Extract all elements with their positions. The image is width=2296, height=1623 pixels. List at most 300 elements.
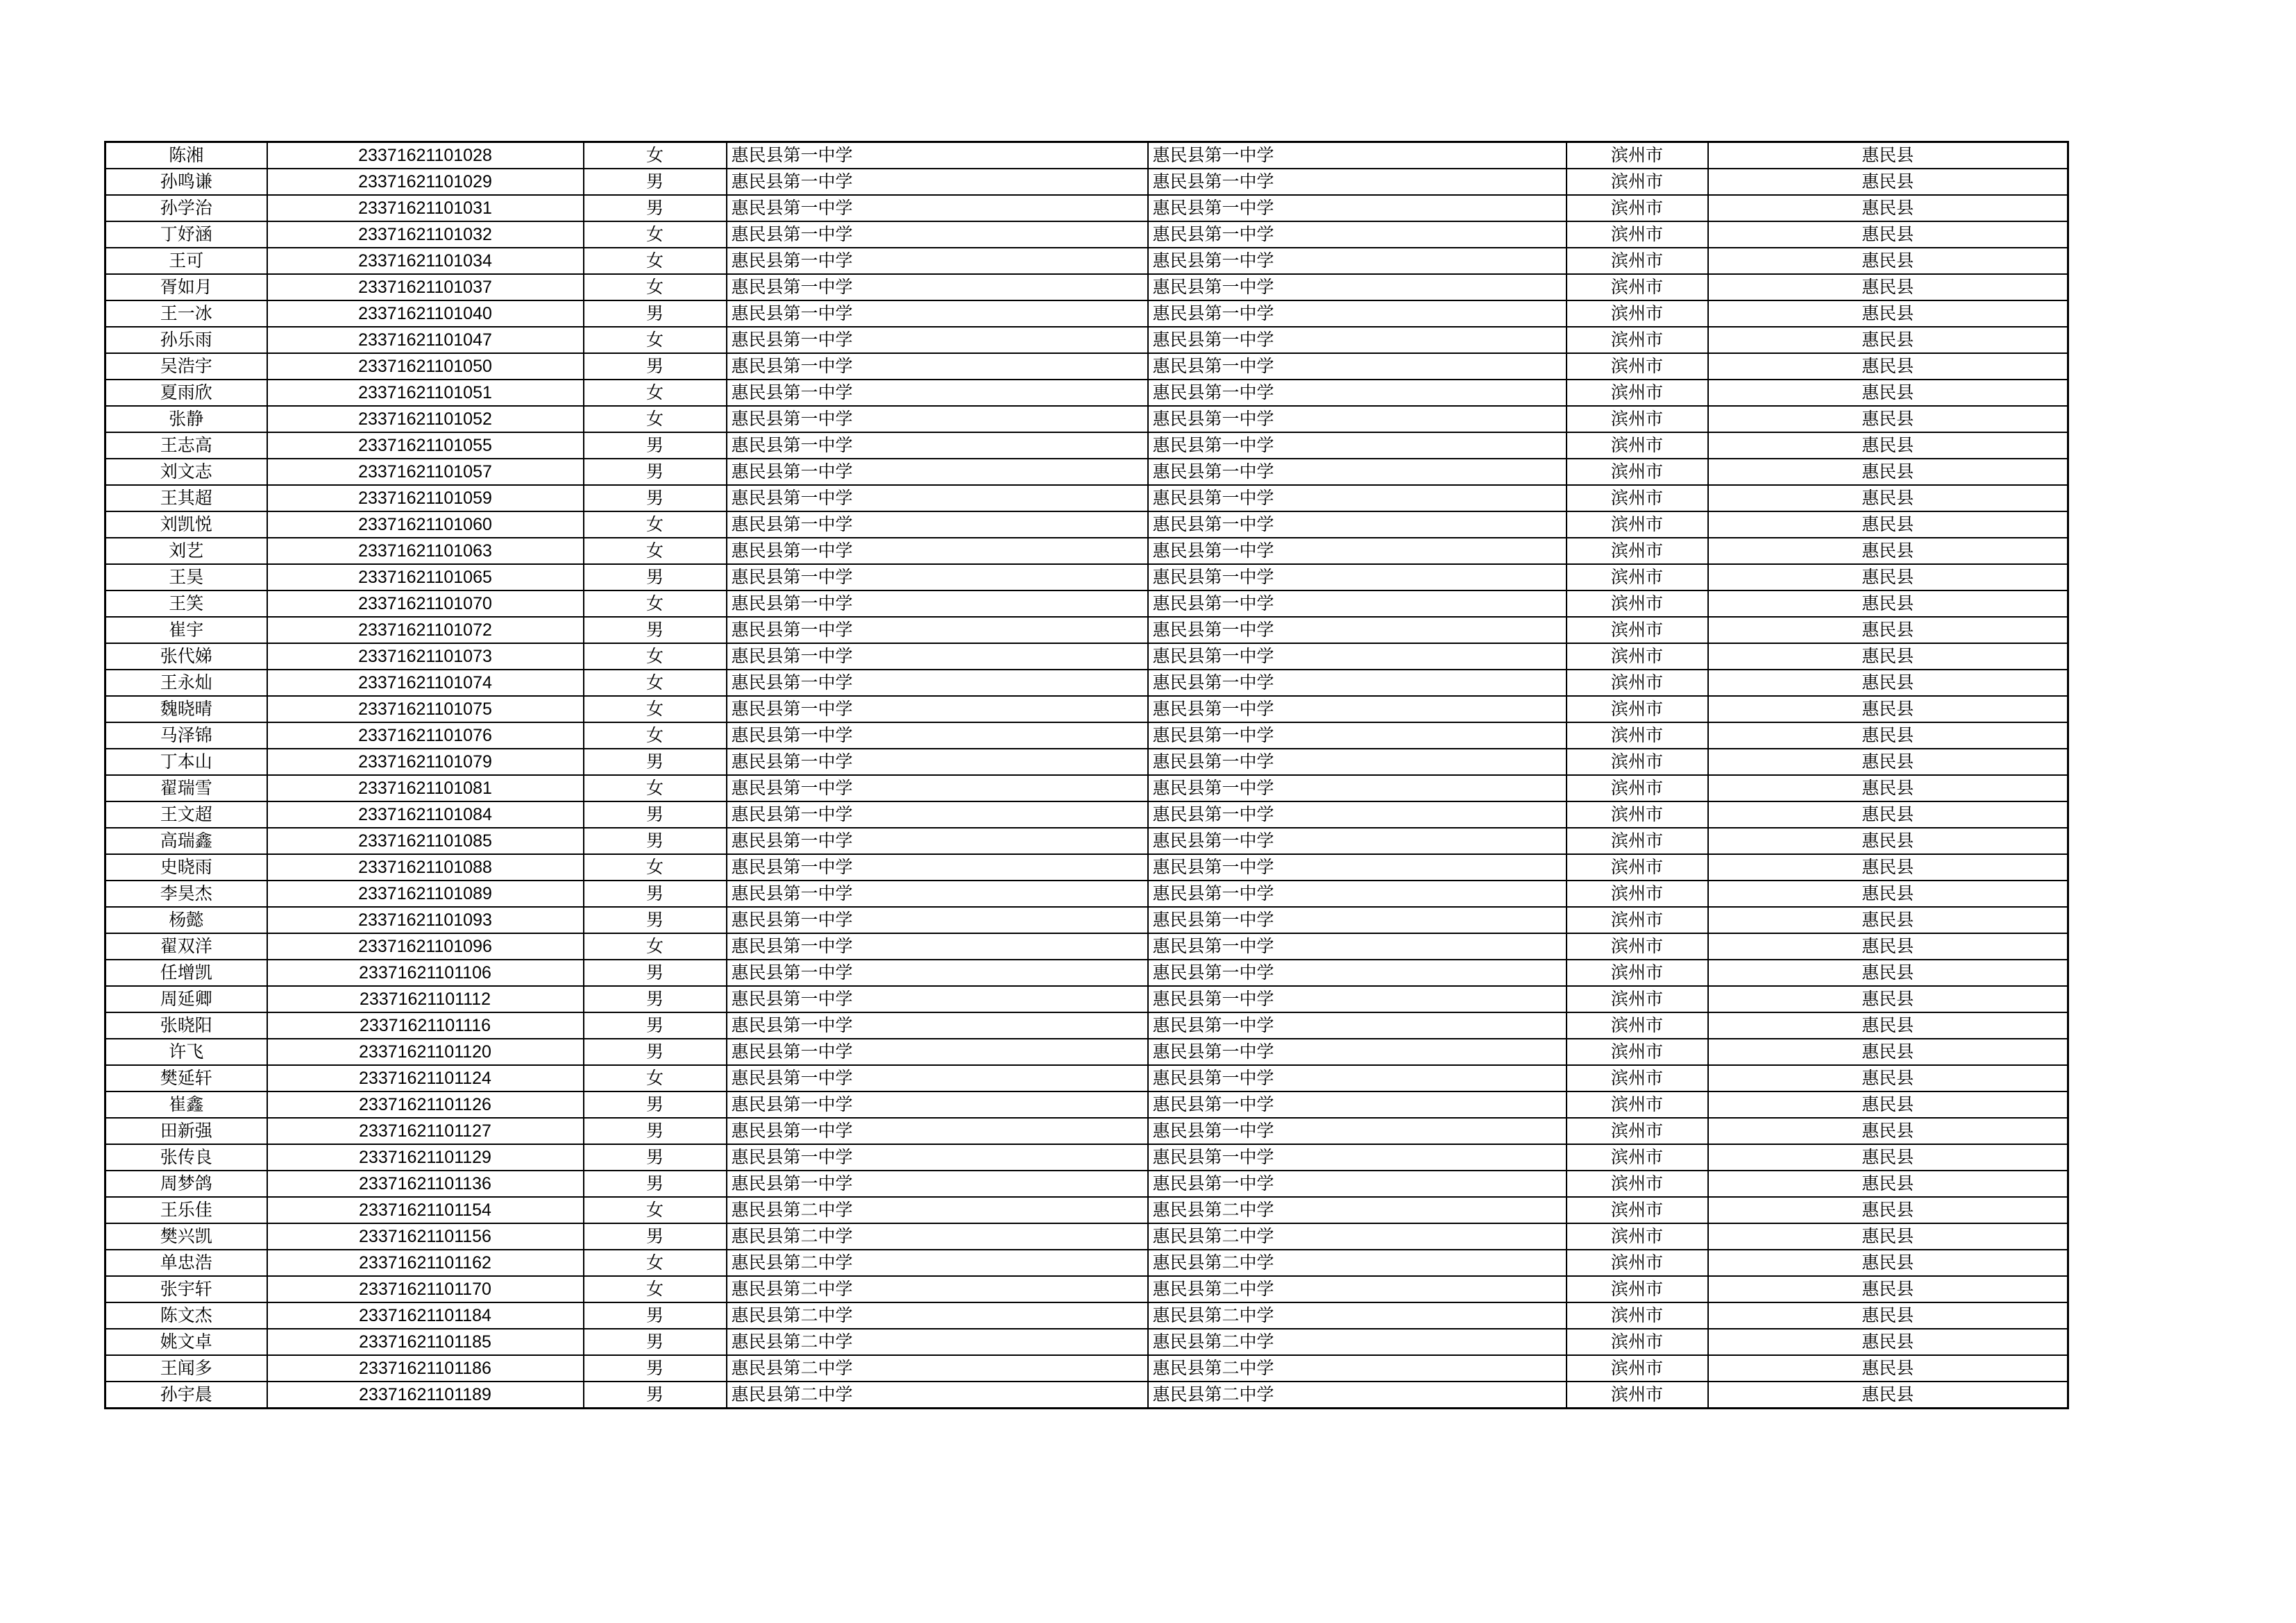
gender-cell: 男 [584, 1091, 727, 1118]
exam-site-cell: 惠民县第一中学 [1148, 1144, 1567, 1171]
county-cell: 惠民县 [1708, 590, 2068, 617]
city-cell: 滨州市 [1567, 670, 1708, 696]
exam-number-cell: 23371621101156 [267, 1223, 584, 1250]
exam-site-cell: 惠民县第一中学 [1148, 459, 1567, 485]
city-cell: 滨州市 [1567, 538, 1708, 564]
table-row [105, 828, 2068, 854]
exam-number-cell: 23371621101065 [267, 564, 584, 590]
county-cell: 惠民县 [1708, 1329, 2068, 1355]
city-cell: 滨州市 [1567, 1329, 1708, 1355]
school-cell: 惠民县第一中学 [727, 749, 1148, 775]
exam-site-cell: 惠民县第一中学 [1148, 327, 1567, 353]
name-cell: 王笑 [105, 590, 267, 617]
table-row [105, 670, 2068, 696]
county-cell: 惠民县 [1708, 248, 2068, 274]
gender-cell: 男 [584, 564, 727, 590]
gender-cell: 男 [584, 1039, 727, 1065]
school-cell: 惠民县第一中学 [727, 511, 1148, 538]
county-cell: 惠民县 [1708, 881, 2068, 907]
city-cell: 滨州市 [1567, 195, 1708, 221]
county-cell: 惠民县 [1708, 432, 2068, 459]
name-cell: 王昊 [105, 564, 267, 590]
gender-cell: 女 [584, 1276, 727, 1302]
exam-site-cell: 惠民县第二中学 [1148, 1250, 1567, 1276]
county-cell: 惠民县 [1708, 1197, 2068, 1223]
city-cell: 滨州市 [1567, 274, 1708, 300]
school-cell: 惠民县第一中学 [727, 274, 1148, 300]
exam-number-cell: 23371621101037 [267, 274, 584, 300]
exam-number-cell: 23371621101074 [267, 670, 584, 696]
exam-number-cell: 23371621101055 [267, 432, 584, 459]
exam-number-cell: 23371621101051 [267, 380, 584, 406]
gender-cell: 男 [584, 960, 727, 986]
exam-number-cell: 23371621101081 [267, 775, 584, 801]
exam-site-cell: 惠民县第一中学 [1148, 195, 1567, 221]
exam-number-cell: 23371621101072 [267, 617, 584, 643]
exam-site-cell: 惠民县第一中学 [1148, 538, 1567, 564]
gender-cell: 女 [584, 380, 727, 406]
county-cell: 惠民县 [1708, 1250, 2068, 1276]
school-cell: 惠民县第一中学 [727, 1065, 1148, 1091]
gender-cell: 男 [584, 485, 727, 511]
name-cell: 翟双洋 [105, 933, 267, 960]
exam-number-cell: 23371621101047 [267, 327, 584, 353]
city-cell: 滨州市 [1567, 1197, 1708, 1223]
exam-site-cell: 惠民县第一中学 [1148, 353, 1567, 380]
exam-site-cell: 惠民县第一中学 [1148, 142, 1567, 169]
exam-site-cell: 惠民县第二中学 [1148, 1382, 1567, 1409]
exam-site-cell: 惠民县第一中学 [1148, 775, 1567, 801]
school-cell: 惠民县第一中学 [727, 590, 1148, 617]
exam-site-cell: 惠民县第一中学 [1148, 169, 1567, 195]
county-cell: 惠民县 [1708, 933, 2068, 960]
county-cell: 惠民县 [1708, 1091, 2068, 1118]
exam-number-cell: 23371621101129 [267, 1144, 584, 1171]
county-cell: 惠民县 [1708, 907, 2068, 933]
exam-site-cell: 惠民县第一中学 [1148, 485, 1567, 511]
name-cell: 张代娣 [105, 643, 267, 670]
school-cell: 惠民县第一中学 [727, 1144, 1148, 1171]
name-cell: 许飞 [105, 1039, 267, 1065]
city-cell: 滨州市 [1567, 1012, 1708, 1039]
name-cell: 魏晓晴 [105, 696, 267, 722]
name-cell: 吴浩宇 [105, 353, 267, 380]
county-cell: 惠民县 [1708, 986, 2068, 1012]
gender-cell: 女 [584, 221, 727, 248]
exam-number-cell: 23371621101075 [267, 696, 584, 722]
exam-number-cell: 23371621101120 [267, 1039, 584, 1065]
school-cell: 惠民县第二中学 [727, 1302, 1148, 1329]
name-cell: 孙学治 [105, 195, 267, 221]
table-row [105, 1355, 2068, 1382]
name-cell: 樊兴凯 [105, 1223, 267, 1250]
table-row [105, 617, 2068, 643]
exam-number-cell: 23371621101154 [267, 1197, 584, 1223]
exam-site-cell: 惠民县第一中学 [1148, 854, 1567, 881]
exam-number-cell: 23371621101116 [267, 1012, 584, 1039]
school-cell: 惠民县第二中学 [727, 1355, 1148, 1382]
table-row [105, 960, 2068, 986]
gender-cell: 男 [584, 300, 727, 327]
county-cell: 惠民县 [1708, 406, 2068, 432]
table-row [105, 881, 2068, 907]
school-cell: 惠民县第一中学 [727, 248, 1148, 274]
school-cell: 惠民县第一中学 [727, 1171, 1148, 1197]
name-cell: 李昊杰 [105, 881, 267, 907]
name-cell: 胥如月 [105, 274, 267, 300]
gender-cell: 女 [584, 933, 727, 960]
name-cell: 杨懿 [105, 907, 267, 933]
exam-number-cell: 23371621101029 [267, 169, 584, 195]
gender-cell: 女 [584, 775, 727, 801]
school-cell: 惠民县第一中学 [727, 722, 1148, 749]
exam-site-cell: 惠民县第一中学 [1148, 564, 1567, 590]
city-cell: 滨州市 [1567, 564, 1708, 590]
county-cell: 惠民县 [1708, 854, 2068, 881]
exam-number-cell: 23371621101032 [267, 221, 584, 248]
exam-number-cell: 23371621101063 [267, 538, 584, 564]
city-cell: 滨州市 [1567, 1171, 1708, 1197]
county-cell: 惠民县 [1708, 643, 2068, 670]
exam-number-cell: 23371621101185 [267, 1329, 584, 1355]
city-cell: 滨州市 [1567, 617, 1708, 643]
gender-cell: 男 [584, 1302, 727, 1329]
table-row [105, 195, 2068, 221]
table-row [105, 854, 2068, 881]
county-cell: 惠民县 [1708, 1302, 2068, 1329]
city-cell: 滨州市 [1567, 406, 1708, 432]
table-row [105, 274, 2068, 300]
exam-number-cell: 23371621101126 [267, 1091, 584, 1118]
table-row [105, 1302, 2068, 1329]
table-row [105, 1276, 2068, 1302]
name-cell: 翟瑞雪 [105, 775, 267, 801]
name-cell: 崔鑫 [105, 1091, 267, 1118]
table-row [105, 142, 2068, 169]
school-cell: 惠民县第二中学 [727, 1250, 1148, 1276]
exam-number-cell: 23371621101034 [267, 248, 584, 274]
gender-cell: 男 [584, 881, 727, 907]
city-cell: 滨州市 [1567, 327, 1708, 353]
gender-cell: 男 [584, 195, 727, 221]
exam-number-cell: 23371621101076 [267, 722, 584, 749]
gender-cell: 男 [584, 749, 727, 775]
table-row [105, 696, 2068, 722]
city-cell: 滨州市 [1567, 590, 1708, 617]
exam-site-cell: 惠民县第一中学 [1148, 1091, 1567, 1118]
gender-cell: 男 [584, 617, 727, 643]
county-cell: 惠民县 [1708, 1039, 2068, 1065]
county-cell: 惠民县 [1708, 538, 2068, 564]
exam-site-cell: 惠民县第一中学 [1148, 380, 1567, 406]
city-cell: 滨州市 [1567, 986, 1708, 1012]
exam-number-cell: 23371621101073 [267, 643, 584, 670]
school-cell: 惠民县第一中学 [727, 617, 1148, 643]
city-cell: 滨州市 [1567, 696, 1708, 722]
school-cell: 惠民县第一中学 [727, 933, 1148, 960]
name-cell: 周延卿 [105, 986, 267, 1012]
table-row [105, 406, 2068, 432]
school-cell: 惠民县第一中学 [727, 300, 1148, 327]
exam-site-cell: 惠民县第一中学 [1148, 248, 1567, 274]
school-cell: 惠民县第一中学 [727, 881, 1148, 907]
table-row [105, 1382, 2068, 1409]
city-cell: 滨州市 [1567, 1355, 1708, 1382]
county-cell: 惠民县 [1708, 142, 2068, 169]
city-cell: 滨州市 [1567, 854, 1708, 881]
county-cell: 惠民县 [1708, 300, 2068, 327]
table-row [105, 1118, 2068, 1144]
exam-number-cell: 23371621101189 [267, 1382, 584, 1409]
gender-cell: 女 [584, 854, 727, 881]
gender-cell: 女 [584, 406, 727, 432]
school-cell: 惠民县第一中学 [727, 1012, 1148, 1039]
name-cell: 张传良 [105, 1144, 267, 1171]
table-row [105, 1250, 2068, 1276]
county-cell: 惠民县 [1708, 353, 2068, 380]
gender-cell: 男 [584, 1223, 727, 1250]
county-cell: 惠民县 [1708, 1223, 2068, 1250]
exam-number-cell: 23371621101184 [267, 1302, 584, 1329]
exam-site-cell: 惠民县第一中学 [1148, 221, 1567, 248]
school-cell: 惠民县第一中学 [727, 1091, 1148, 1118]
school-cell: 惠民县第一中学 [727, 960, 1148, 986]
table-row [105, 300, 2068, 327]
name-cell: 任增凯 [105, 960, 267, 986]
school-cell: 惠民县第一中学 [727, 775, 1148, 801]
name-cell: 王志高 [105, 432, 267, 459]
county-cell: 惠民县 [1708, 221, 2068, 248]
county-cell: 惠民县 [1708, 670, 2068, 696]
exam-number-cell: 23371621101085 [267, 828, 584, 854]
county-cell: 惠民县 [1708, 169, 2068, 195]
city-cell: 滨州市 [1567, 142, 1708, 169]
exam-site-cell: 惠民县第一中学 [1148, 511, 1567, 538]
city-cell: 滨州市 [1567, 1250, 1708, 1276]
name-cell: 丁本山 [105, 749, 267, 775]
exam-site-cell: 惠民县第一中学 [1148, 907, 1567, 933]
gender-cell: 女 [584, 1250, 727, 1276]
gender-cell: 男 [584, 1012, 727, 1039]
exam-number-cell: 23371621101052 [267, 406, 584, 432]
school-cell: 惠民县第一中学 [727, 406, 1148, 432]
exam-number-cell: 23371621101127 [267, 1118, 584, 1144]
name-cell: 丁妤涵 [105, 221, 267, 248]
roster-table [104, 141, 2069, 1409]
table-row [105, 1197, 2068, 1223]
school-cell: 惠民县第一中学 [727, 564, 1148, 590]
table-row [105, 933, 2068, 960]
gender-cell: 男 [584, 1144, 727, 1171]
school-cell: 惠民县第一中学 [727, 485, 1148, 511]
table-row [105, 564, 2068, 590]
city-cell: 滨州市 [1567, 485, 1708, 511]
name-cell: 单忠浩 [105, 1250, 267, 1276]
city-cell: 滨州市 [1567, 221, 1708, 248]
gender-cell: 女 [584, 1065, 727, 1091]
table-row [105, 432, 2068, 459]
county-cell: 惠民县 [1708, 459, 2068, 485]
gender-cell: 男 [584, 459, 727, 485]
exam-site-cell: 惠民县第一中学 [1148, 696, 1567, 722]
city-cell: 滨州市 [1567, 907, 1708, 933]
exam-number-cell: 23371621101060 [267, 511, 584, 538]
exam-site-cell: 惠民县第一中学 [1148, 670, 1567, 696]
exam-number-cell: 23371621101170 [267, 1276, 584, 1302]
city-cell: 滨州市 [1567, 459, 1708, 485]
gender-cell: 男 [584, 169, 727, 195]
city-cell: 滨州市 [1567, 1118, 1708, 1144]
county-cell: 惠民县 [1708, 749, 2068, 775]
table-row [105, 1329, 2068, 1355]
gender-cell: 男 [584, 907, 727, 933]
table-row [105, 221, 2068, 248]
county-cell: 惠民县 [1708, 1355, 2068, 1382]
school-cell: 惠民县第一中学 [727, 459, 1148, 485]
county-cell: 惠民县 [1708, 1144, 2068, 1171]
exam-number-cell: 23371621101084 [267, 801, 584, 828]
school-cell: 惠民县第二中学 [727, 1329, 1148, 1355]
gender-cell: 女 [584, 670, 727, 696]
city-cell: 滨州市 [1567, 1065, 1708, 1091]
name-cell: 王永灿 [105, 670, 267, 696]
exam-site-cell: 惠民县第一中学 [1148, 406, 1567, 432]
exam-site-cell: 惠民县第一中学 [1148, 801, 1567, 828]
city-cell: 滨州市 [1567, 1091, 1708, 1118]
county-cell: 惠民县 [1708, 1012, 2068, 1039]
exam-number-cell: 23371621101136 [267, 1171, 584, 1197]
table-row [105, 511, 2068, 538]
county-cell: 惠民县 [1708, 1382, 2068, 1409]
gender-cell: 男 [584, 353, 727, 380]
city-cell: 滨州市 [1567, 643, 1708, 670]
table-row [105, 590, 2068, 617]
name-cell: 王可 [105, 248, 267, 274]
city-cell: 滨州市 [1567, 828, 1708, 854]
table-row [105, 1171, 2068, 1197]
city-cell: 滨州市 [1567, 960, 1708, 986]
exam-site-cell: 惠民县第二中学 [1148, 1197, 1567, 1223]
exam-site-cell: 惠民县第一中学 [1148, 960, 1567, 986]
table-row [105, 1091, 2068, 1118]
county-cell: 惠民县 [1708, 1118, 2068, 1144]
exam-number-cell: 23371621101093 [267, 907, 584, 933]
school-cell: 惠民县第一中学 [727, 801, 1148, 828]
name-cell: 姚文卓 [105, 1329, 267, 1355]
school-cell: 惠民县第一中学 [727, 432, 1148, 459]
exam-number-cell: 23371621101070 [267, 590, 584, 617]
table-row [105, 353, 2068, 380]
school-cell: 惠民县第一中学 [727, 538, 1148, 564]
exam-site-cell: 惠民县第二中学 [1148, 1276, 1567, 1302]
table-row [105, 643, 2068, 670]
exam-site-cell: 惠民县第一中学 [1148, 1039, 1567, 1065]
name-cell: 孙鸣谦 [105, 169, 267, 195]
gender-cell: 男 [584, 1171, 727, 1197]
exam-site-cell: 惠民县第一中学 [1148, 722, 1567, 749]
gender-cell: 女 [584, 590, 727, 617]
table-row [105, 1065, 2068, 1091]
table-row [105, 169, 2068, 195]
school-cell: 惠民县第二中学 [727, 1382, 1148, 1409]
name-cell: 陈文杰 [105, 1302, 267, 1329]
gender-cell: 男 [584, 1382, 727, 1409]
city-cell: 滨州市 [1567, 881, 1708, 907]
county-cell: 惠民县 [1708, 801, 2068, 828]
school-cell: 惠民县第一中学 [727, 169, 1148, 195]
exam-site-cell: 惠民县第一中学 [1148, 1118, 1567, 1144]
school-cell: 惠民县第二中学 [727, 1223, 1148, 1250]
school-cell: 惠民县第一中学 [727, 195, 1148, 221]
city-cell: 滨州市 [1567, 749, 1708, 775]
table-row [105, 986, 2068, 1012]
school-cell: 惠民县第一中学 [727, 353, 1148, 380]
city-cell: 滨州市 [1567, 1144, 1708, 1171]
table-row [105, 722, 2068, 749]
table-row [105, 1039, 2068, 1065]
county-cell: 惠民县 [1708, 1171, 2068, 1197]
county-cell: 惠民县 [1708, 380, 2068, 406]
exam-site-cell: 惠民县第一中学 [1148, 828, 1567, 854]
exam-number-cell: 23371621101162 [267, 1250, 584, 1276]
gender-cell: 女 [584, 327, 727, 353]
city-cell: 滨州市 [1567, 1382, 1708, 1409]
exam-number-cell: 23371621101088 [267, 854, 584, 881]
name-cell: 夏雨欣 [105, 380, 267, 406]
exam-number-cell: 23371621101112 [267, 986, 584, 1012]
name-cell: 刘凯悦 [105, 511, 267, 538]
name-cell: 周梦鸽 [105, 1171, 267, 1197]
exam-site-cell: 惠民县第二中学 [1148, 1223, 1567, 1250]
city-cell: 滨州市 [1567, 380, 1708, 406]
exam-number-cell: 23371621101059 [267, 485, 584, 511]
name-cell: 史晓雨 [105, 854, 267, 881]
city-cell: 滨州市 [1567, 801, 1708, 828]
exam-number-cell: 23371621101106 [267, 960, 584, 986]
exam-site-cell: 惠民县第二中学 [1148, 1302, 1567, 1329]
county-cell: 惠民县 [1708, 485, 2068, 511]
school-cell: 惠民县第一中学 [727, 221, 1148, 248]
county-cell: 惠民县 [1708, 195, 2068, 221]
city-cell: 滨州市 [1567, 353, 1708, 380]
county-cell: 惠民县 [1708, 511, 2068, 538]
name-cell: 孙宇晨 [105, 1382, 267, 1409]
exam-number-cell: 23371621101028 [267, 142, 584, 169]
gender-cell: 男 [584, 986, 727, 1012]
exam-number-cell: 23371621101186 [267, 1355, 584, 1382]
name-cell: 崔宇 [105, 617, 267, 643]
name-cell: 陈湘 [105, 142, 267, 169]
city-cell: 滨州市 [1567, 775, 1708, 801]
exam-site-cell: 惠民县第一中学 [1148, 1012, 1567, 1039]
school-cell: 惠民县第一中学 [727, 854, 1148, 881]
table-row [105, 327, 2068, 353]
exam-number-cell: 23371621101079 [267, 749, 584, 775]
exam-number-cell: 23371621101124 [267, 1065, 584, 1091]
table-row [105, 538, 2068, 564]
city-cell: 滨州市 [1567, 1276, 1708, 1302]
exam-number-cell: 23371621101031 [267, 195, 584, 221]
county-cell: 惠民县 [1708, 1065, 2068, 1091]
table-row [105, 1223, 2068, 1250]
school-cell: 惠民县第一中学 [727, 1039, 1148, 1065]
name-cell: 王文超 [105, 801, 267, 828]
school-cell: 惠民县第二中学 [727, 1276, 1148, 1302]
exam-site-cell: 惠民县第一中学 [1148, 881, 1567, 907]
county-cell: 惠民县 [1708, 960, 2068, 986]
name-cell: 孙乐雨 [105, 327, 267, 353]
exam-site-cell: 惠民县第二中学 [1148, 1329, 1567, 1355]
